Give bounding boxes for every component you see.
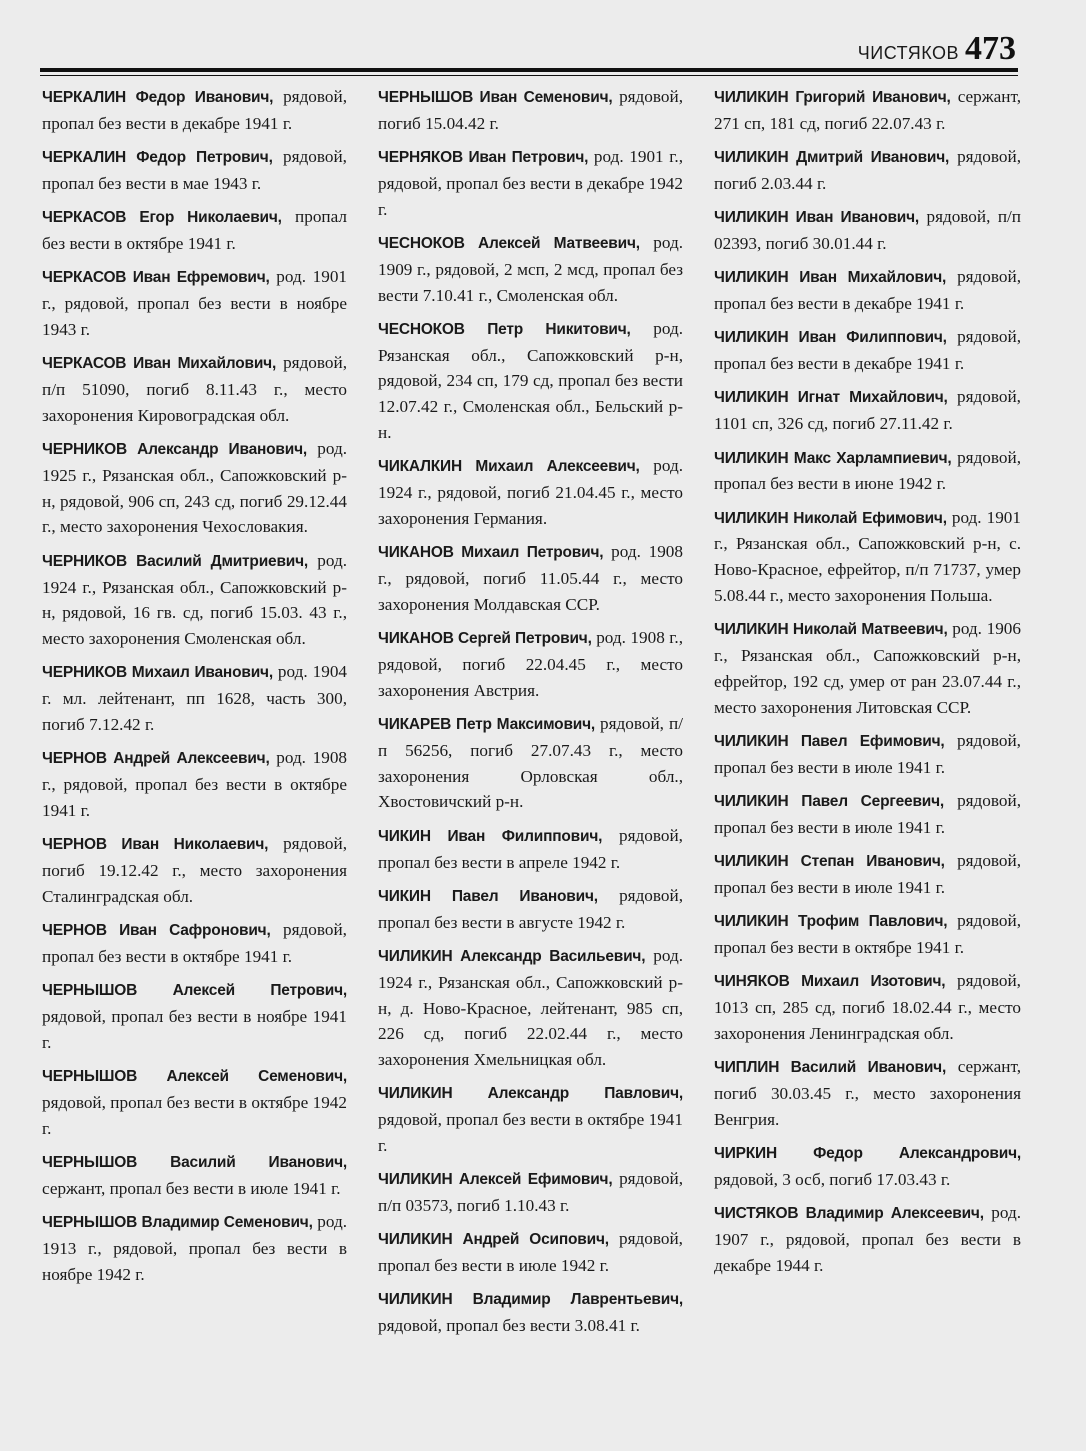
- list-item: [378, 144, 683, 222]
- entry-name: ЧЕРНИКОВ Александр Иванович,: [42, 441, 307, 459]
- running-head: [858, 30, 1016, 68]
- entry-name: ЧИПЛИН Василий Иванович,: [714, 1059, 947, 1077]
- list-item: [42, 436, 347, 540]
- entry-details: рядовой, пропал без вести в апреле 1942 г.: [378, 825, 683, 872]
- entry-name: ЧЕРНИКОВ Василий Дмитриевич,: [42, 552, 309, 570]
- entry-details: рядовой, погиб 2.03.44 г.: [714, 147, 1021, 193]
- entry-name: ЧЕРНЫШОВ Иван Семенович,: [378, 89, 613, 106]
- entry-details: род. 1901 г., рядовой, пропал без вести в декабре 1942 г.: [378, 147, 683, 219]
- list-item: [714, 968, 1021, 1046]
- list-item: [42, 144, 347, 197]
- entry-details: рядовой, пропал без вести в декабре 1941 г.: [42, 87, 347, 133]
- list-item: [714, 848, 1021, 901]
- entry-name: ЧИЛИКИН Андрей Осипович,: [378, 1231, 609, 1249]
- entry-name: ЧИЛИКИН Алексей Ефимович,: [378, 1171, 613, 1189]
- entry-details: рядовой, погиб 19.12.42 г., место захоронения Сталинградская обл.: [42, 834, 347, 906]
- entry-details: сержант, 271 сп, 181 сд, погиб 22.07.43 г.: [714, 87, 1021, 133]
- entry-name: ЧЕСНОКОВ Алексей Матвеевич,: [378, 234, 640, 252]
- entry-name: ЧЕРКАСОВ Егор Николаевич,: [42, 209, 282, 227]
- entry-details: рядовой, пропал без вести в декабре 1941 г.: [714, 327, 1021, 374]
- list-item: [378, 84, 683, 137]
- list-item: [378, 453, 683, 531]
- list-item: [714, 144, 1021, 197]
- entry-name: ЧИЛИКИН Иван Михайлович,: [714, 269, 947, 287]
- column-left: [42, 84, 347, 1347]
- entry-name: ЧЕРНИКОВ Михаил Иванович,: [42, 664, 273, 682]
- entry-details: род. 1924 г., Рязанская обл., Сапожковский р-н, д. Ново-Красное, лейтенант, 985 сп, 226 сд, погиб 22.02.44 г., место захоронения Хмельницкая обл.: [378, 945, 683, 1070]
- entry-name: ЧИКАЛКИН Михаил Алексеевич,: [378, 458, 640, 476]
- entry-details: рядовой, пропал без вести в июне 1942 г.: [714, 447, 1021, 494]
- column-middle: [378, 84, 683, 1347]
- entry-details: рядовой, пропал без вести в июле 1941 г.: [714, 851, 1021, 898]
- list-item: [42, 84, 347, 137]
- entry-details: род. 1924 г., рядовой, погиб 21.04.45 г., место захоронения Германия.: [378, 456, 684, 528]
- entry-details: род. 1908 г., рядовой, погиб 22.04.45 г., место захоронения Австрия.: [378, 628, 683, 700]
- entry-name: ЧИКИН Иван Филиппович,: [378, 827, 603, 845]
- list-item: [42, 1063, 347, 1141]
- entry-details: род. 1913 г., рядовой, пропал без вести в ноябре 1942 г.: [42, 1212, 348, 1284]
- entry-name: ЧИЛИКИН Григорий Иванович,: [714, 89, 951, 106]
- entry-details: рядовой, п/п 56256, погиб 27.07.43 г., место захоронения Орловская обл., Хвостовичский р-н.: [378, 714, 683, 812]
- entry-details: рядовой, 1013 сп, 285 сд, погиб 18.02.44 г., место захоронения Ленинградская обл.: [714, 971, 1021, 1043]
- list-item: [42, 350, 347, 428]
- list-item: [378, 1166, 683, 1219]
- entry-details: род. 1901 г., рядовой, пропал без вести в ноябре 1943 г.: [42, 267, 348, 339]
- entry-details: рядовой, пропал без вести в ноябре 1941 г.: [42, 1007, 347, 1052]
- entry-name: ЧИЛИКИН Александр Васильевич,: [378, 947, 646, 965]
- entry-name: ЧИЛИКИН Павел Ефимович,: [714, 733, 945, 751]
- entry-details: рядовой, пропал без вести в октябре 1942 г.: [42, 1092, 347, 1138]
- page-number: 473: [965, 30, 1016, 67]
- entry-name: ЧИЛИКИН Александр Павлович,: [378, 1085, 683, 1103]
- header-rule-thick: [40, 68, 1018, 72]
- entry-name: ЧЕРКАСОВ Иван Михайлович,: [42, 355, 277, 373]
- text-columns: [42, 84, 1020, 1347]
- entry-name: ЧЕРНЫШОВ Алексей Петрович,: [42, 982, 347, 1000]
- list-item: [714, 1200, 1021, 1278]
- entry-details: сержант, пропал без вести в июле 1941 г.: [42, 1178, 341, 1198]
- list-item: [714, 505, 1021, 609]
- list-item: [378, 711, 683, 815]
- entry-details: род. 1908 г., рядовой, погиб 11.05.44 г., место захоронения Молдавская ССР.: [378, 542, 683, 614]
- entry-details: рядовой, пропал без вести 3.08.41 г.: [378, 1316, 640, 1336]
- list-item: [378, 230, 683, 308]
- entry-name: ЧИКАНОВ Сергей Петрович,: [378, 630, 592, 648]
- list-item: [42, 1149, 347, 1202]
- entry-name: ЧЕСНОКОВ Петр Никитович,: [378, 320, 631, 338]
- list-item: [378, 1286, 683, 1339]
- entry-details: рядовой, пропал без вести в августе 1942 г.: [378, 885, 683, 932]
- entry-name: ЧИКАНОВ Михаил Петрович,: [378, 544, 604, 562]
- entry-name: ЧЕРКАЛИН Федор Иванович,: [42, 89, 274, 106]
- entry-details: рядовой, п/п 02393, погиб 30.01.44 г.: [714, 207, 1021, 253]
- entry-name: ЧЕРНОВ Иван Сафронович,: [42, 922, 271, 940]
- entry-details: сержант, погиб 30.03.45 г., место захоронения Венгрия.: [714, 1057, 1021, 1129]
- entry-details: род. 1924 г., Рязанская обл., Сапожковский р-н, рядовой, 16 гв. сд, погиб 15.03. 43 г., место захоронения Смоленская обл.: [42, 550, 347, 649]
- list-item: [42, 1209, 347, 1287]
- list-item: [714, 1140, 1021, 1193]
- entry-name: ЧИЛИКИН Павел Сергеевич,: [714, 793, 945, 811]
- column-right: [714, 84, 1021, 1347]
- list-item: [714, 788, 1021, 841]
- entry-details: рядовой, 1101 сп, 326 сд, погиб 27.11.42 г.: [714, 387, 1021, 434]
- entry-name: ЧИЛИКИН Николай Матвеевич,: [714, 621, 948, 639]
- entry-details: род. 1925 г., Рязанская обл., Сапожковский р-н, рядовой, 906 сп, 243 сд, погиб 29.12.44 г., место захоронения Чехословакия.: [42, 439, 347, 537]
- entry-name: ЧИНЯКОВ Михаил Изотович,: [714, 973, 946, 991]
- list-item: [42, 917, 347, 970]
- list-item: [378, 883, 683, 936]
- entry-details: рядовой, пропал без вести в июле 1941 г.: [714, 731, 1021, 777]
- entry-name: ЧИЛИКИН Игнат Михайлович,: [714, 389, 948, 407]
- entry-name: ЧЕРКАЛИН Федор Петрович,: [42, 149, 273, 167]
- entry-name: ЧЕРНЯКОВ Иван Петрович,: [378, 149, 589, 167]
- list-item: [378, 625, 683, 703]
- list-item: [42, 831, 347, 909]
- entry-details: рядовой, пропал без вести в октябре 1941 г.: [714, 911, 1021, 958]
- entry-details: рядовой, пропал без вести в октябре 1941 г.: [42, 920, 347, 966]
- entry-name: ЧЕРНЫШОВ Владимир Семенович,: [42, 1214, 313, 1232]
- entry-details: род. 1901 г., Рязанская обл., Сапожковский р-н, с. Ново-Красное, ефрейтор, п/п 71737, умер 5.08.44 г., место захоронения Польша.: [714, 507, 1021, 606]
- entry-details: рядовой, п/п 51090, погиб 8.11.43 г., место захоронения Кировоградская обл.: [42, 353, 347, 425]
- entry-name: ЧИКИН Павел Иванович,: [378, 887, 598, 905]
- list-item: [378, 823, 683, 876]
- entry-details: род. Рязанская обл., Сапожковский р-н, рядовой, 234 сп, 179 сд, пропал без вести 12.07.42 г., Смоленская обл., Бельский р-н.: [378, 318, 683, 443]
- entry-name: ЧЕРНЫШОВ Алексей Семенович,: [42, 1068, 347, 1086]
- entry-name: ЧЕРКАСОВ Иван Ефремович,: [42, 269, 270, 287]
- entry-details: род. 1906 г., Рязанская обл., Сапожковский р-н, ефрейтор, 192 сд, умер от ран 23.07.44 г., место захоронения Литовская ССР.: [714, 619, 1021, 717]
- entry-name: ЧИСТЯКОВ Владимир Алексеевич,: [714, 1205, 984, 1223]
- entry-details: рядовой, пропал без вести в июле 1941 г.: [714, 791, 1021, 837]
- running-head-word: ЧИСТЯКОВ: [857, 43, 959, 63]
- entry-details: рядовой, пропал без вести в октябре 1941 г.: [378, 1110, 683, 1155]
- entry-name: ЧИЛИКИН Трофим Павлович,: [714, 913, 948, 931]
- entry-details: пропал без вести в октябре 1941 г.: [42, 207, 347, 253]
- list-item: [714, 264, 1021, 317]
- list-item: [42, 745, 347, 823]
- entry-name: ЧИЛИКИН Николай Ефимович,: [714, 509, 947, 527]
- list-item: [714, 1054, 1021, 1132]
- entry-name: ЧЕРНОВ Иван Николаевич,: [42, 836, 269, 854]
- entry-name: ЧИЛИКИН Макс Харлампиевич,: [714, 449, 952, 467]
- entry-details: род. 1908 г., рядовой, пропал без вести в октябре 1941 г.: [42, 748, 348, 820]
- entry-name: ЧИЛИКИН Дмитрий Иванович,: [714, 149, 950, 167]
- entry-name: ЧЕРНОВ Андрей Алексеевич,: [42, 750, 270, 768]
- list-item: [42, 204, 347, 257]
- list-item: [714, 384, 1021, 437]
- list-item: [714, 324, 1021, 377]
- list-item: [378, 539, 683, 617]
- list-item: [378, 1080, 683, 1158]
- list-item: [378, 1226, 683, 1279]
- list-item: [714, 445, 1021, 498]
- list-item: [714, 204, 1021, 257]
- list-item: [378, 943, 683, 1073]
- entry-name: ЧИКАРЕВ Петр Максимович,: [378, 716, 595, 734]
- list-item: [42, 264, 347, 342]
- entry-name: ЧИЛИКИН Иван Филиппович,: [714, 329, 947, 347]
- entry-details: род. 1904 г. мл. лейтенант, пп 1628, часть 300, погиб 7.12.42 г.: [42, 662, 348, 735]
- header-rule-thin: [40, 75, 1018, 76]
- entry-name: ЧЕРНЫШОВ Василий Иванович,: [42, 1153, 347, 1171]
- entry-name: ЧИЛИКИН Степан Иванович,: [714, 853, 945, 871]
- entry-details: рядовой, пропал без вести в мае 1943 г.: [42, 147, 347, 193]
- list-item: [378, 316, 683, 446]
- list-item: [714, 728, 1021, 781]
- entry-details: рядовой, 3 осб, погиб 17.03.43 г.: [714, 1169, 951, 1189]
- list-item: [714, 908, 1021, 961]
- entry-details: рядовой, пропал без вести в июле 1942 г.: [378, 1229, 683, 1276]
- entry-details: рядовой, п/п 03573, погиб 1.10.43 г.: [378, 1169, 683, 1216]
- entry-details: рядовой, пропал без вести в декабре 1941 г.: [714, 267, 1021, 314]
- list-item: [42, 977, 347, 1055]
- entry-name: ЧИРКИН Федор Александрович,: [714, 1145, 1021, 1163]
- list-item: [42, 548, 347, 652]
- entry-name: ЧИЛИКИН Владимир Лаврентьевич,: [378, 1291, 683, 1309]
- list-item: [42, 659, 347, 737]
- entry-details: род. 1907 г., рядовой, пропал без вести в декабре 1944 г.: [714, 1203, 1021, 1275]
- entry-details: рядовой, погиб 15.04.42 г.: [378, 87, 683, 133]
- entry-name: ЧИЛИКИН Иван Иванович,: [714, 209, 920, 227]
- list-item: [714, 84, 1021, 137]
- entry-details: род. 1909 г., рядовой, 2 мсп, 2 мсд, пропал без вести 7.10.41 г., Смоленская обл.: [378, 232, 683, 305]
- list-item: [714, 616, 1021, 720]
